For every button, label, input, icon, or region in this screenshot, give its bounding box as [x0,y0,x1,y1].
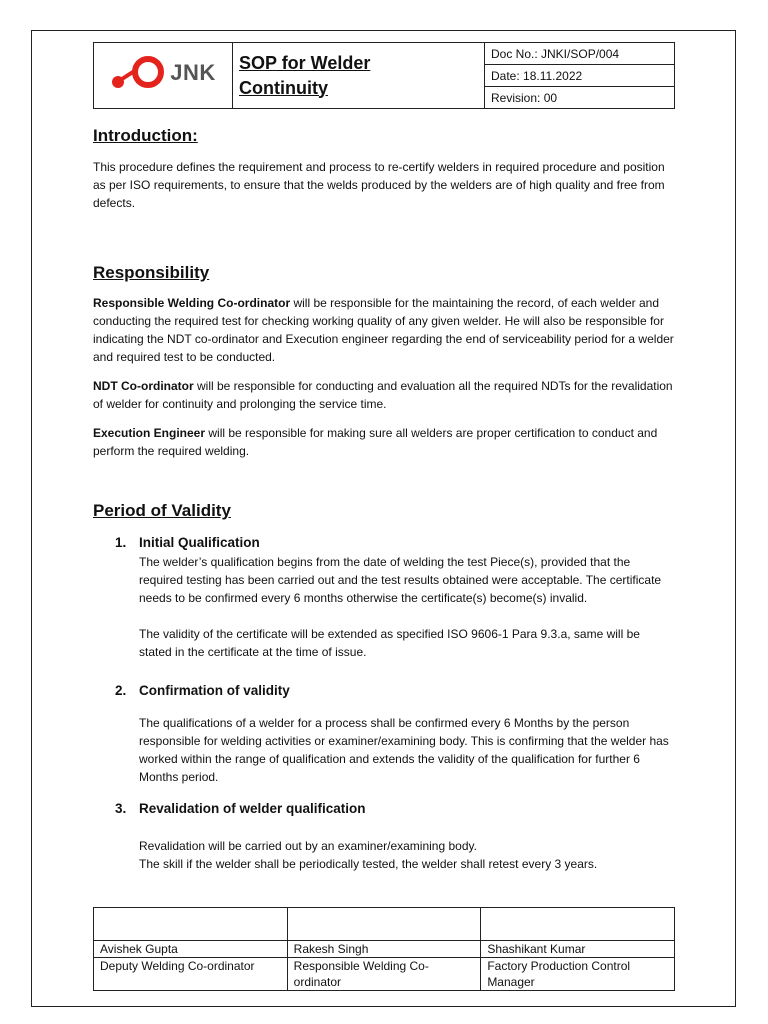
role-name: NDT Co-ordinator [93,379,194,393]
signatory-title: Deputy Welding Co-ordinator [94,958,288,991]
section-paragraph: The skill if the welder shall be periodically tested, the welder shall retest every 3 years. [139,857,598,871]
signature-box [287,908,481,941]
title-cell [233,43,485,109]
logo-cell [94,43,233,109]
doc-title-line2: Continuity [239,77,328,98]
section-2-body [93,714,675,786]
role-text: will be responsible for conducting and evaluation all the required NDTs for the revalidation of welder for continuity and prolonging the service time. [93,379,673,411]
jnk-logo-icon [110,50,168,96]
doc-number: Doc No.: JNKI/SOP/004 [485,43,675,65]
document-header [93,42,675,109]
signatory-title: Responsible Welding Co-ordinator [287,958,481,991]
signature-box [481,908,675,941]
responsibility-heading: Responsibility [93,263,210,282]
section-title: Confirmation of validity [139,683,290,698]
role-text: will be responsible for making sure all welders are proper certification to conduct and perform the required welding. [93,426,658,458]
introduction-heading: Introduction: [93,126,198,145]
section-number: 1. [115,535,127,550]
section-paragraph: The validity of the certificate will be extended as specified ISO 9606-1 Para 9.3.a, same will be stated in the certificate at the time of issue. [139,627,640,659]
signature-table [93,907,675,991]
section-heading [115,799,675,819]
section-1-body [93,553,675,661]
doc-title-line1: SOP for Welder [239,52,371,73]
section-1 [93,533,675,553]
section-3-body [93,837,675,873]
document-body [93,125,675,873]
section-3 [93,799,675,819]
section-heading [115,533,675,553]
section-paragraph: The qualifications of a welder for a process shall be confirmed every 6 Months by the person responsible for welding activities or examiner/examining body. This is confirming that the welder has worked within the range of qualification and extends the validity of the qualification for further 6 Months period. [139,716,669,784]
doc-revision: Revision: 00 [485,87,675,109]
signatory-name: Avishek Gupta [94,941,288,958]
section-paragraph: Revalidation will be carried out by an examiner/examining body. [139,839,477,853]
doc-date: Date: 18.11.2022 [485,65,675,87]
jnk-logo [110,50,216,96]
role-name: Responsible Welding Co-ordinator [93,296,291,310]
section-2 [93,681,675,701]
signatory-title: Factory Production Control Manager [481,958,675,991]
responsibility-item [93,294,675,366]
role-text: will be responsible for the maintaining the record, of each welder and conducting the required test for checking working quality of any given welder. He will also be responsible for indicating the NDT co-ordinator and Execution engineer regarding the end of serviceability period for a welder and required test to be conducted. [93,296,674,364]
section-title: Initial Qualification [139,535,260,550]
validity-heading: Period of Validity [93,501,231,520]
signature-box [94,908,288,941]
signatory-name: Rakesh Singh [287,941,481,958]
section-title: Revalidation of welder qualification [139,801,366,816]
section-number: 3. [115,801,127,816]
section-heading [115,681,675,701]
responsibility-item [93,377,675,413]
section-number: 2. [115,683,127,698]
role-name: Execution Engineer [93,426,206,440]
logo-text: JNK [170,60,216,85]
signatory-name: Shashikant Kumar [481,941,675,958]
introduction-text: This procedure defines the requirement and process to re-certify welders in required procedure and position as per ISO requirements, to ensure that the welds produced by the welders are of high quality and free from defects. [93,160,665,210]
responsibility-item [93,424,675,460]
section-paragraph: The welder’s qualification begins from the date of welding the test Piece(s), provided that the required testing has been carried out and the test results obtained were acceptable. The certificate needs to be confirmed every 6 months otherwise the certificate(s) become(s) invalid. [139,555,662,605]
